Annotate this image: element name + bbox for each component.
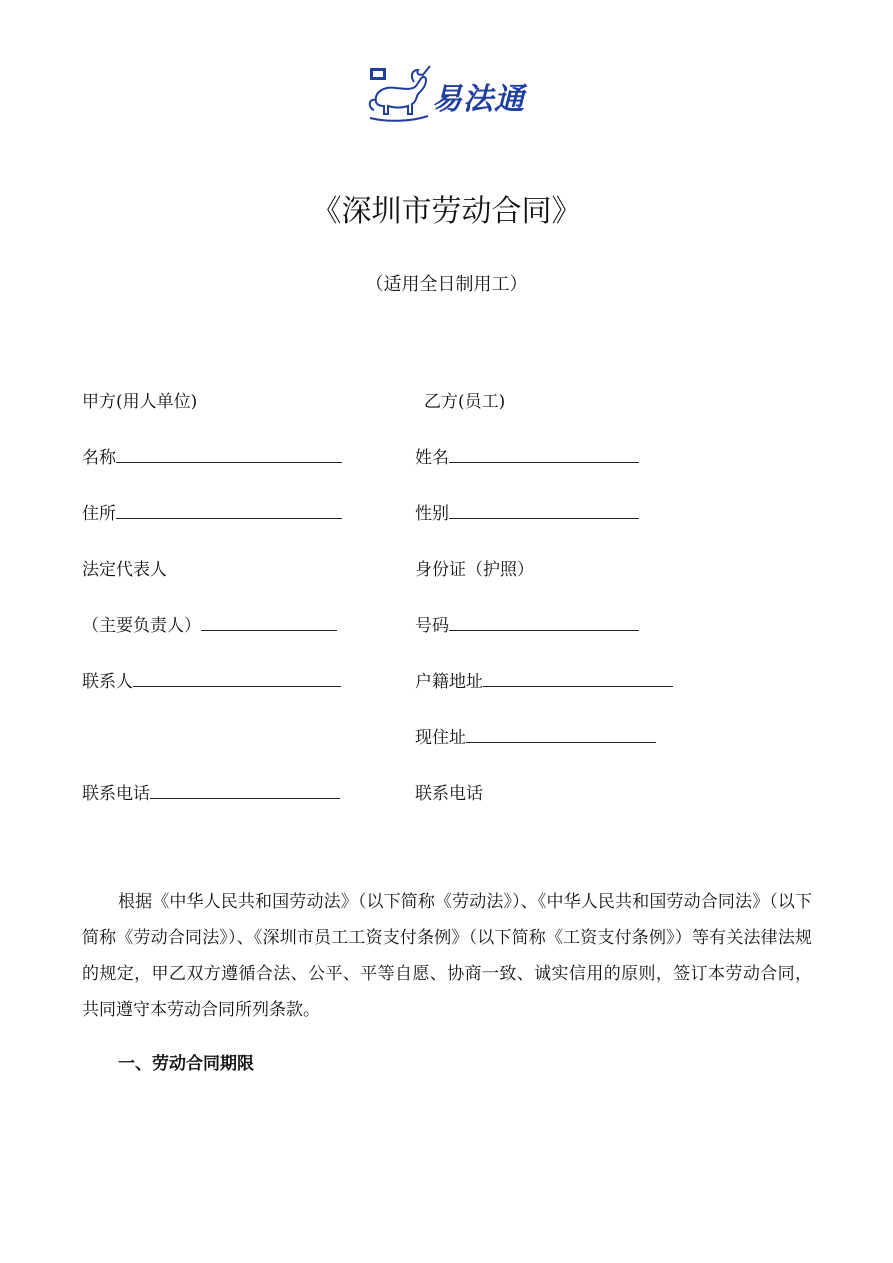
party-a-phone-blank[interactable] bbox=[150, 782, 340, 799]
party-b-name-blank[interactable] bbox=[449, 446, 639, 463]
party-a-contact-label: 联系人 bbox=[82, 672, 133, 692]
party-a-heading bbox=[82, 390, 197, 414]
party-b-current-address-label: 现住址 bbox=[415, 728, 466, 748]
party-a-principal-label: （主要负责人） bbox=[82, 616, 201, 636]
party-b-current-address-field bbox=[415, 726, 656, 750]
party-a-principal-field bbox=[82, 614, 337, 638]
party-a-contact-field bbox=[82, 670, 341, 694]
party-b-household-address-label: 户籍地址 bbox=[415, 672, 483, 692]
company-logo bbox=[366, 62, 530, 124]
unicorn-logo-icon bbox=[366, 62, 432, 124]
party-a-principal-blank[interactable] bbox=[201, 614, 337, 631]
party-b-gender-field bbox=[415, 502, 639, 526]
party-a-name-blank[interactable] bbox=[116, 446, 342, 463]
party-a-address-field bbox=[82, 502, 342, 526]
party-b-household-address-blank[interactable] bbox=[483, 670, 673, 687]
party-a-name-label: 名称 bbox=[82, 448, 116, 468]
party-b-phone-label: 联系电话 bbox=[415, 784, 483, 804]
party-b-current-address-blank[interactable] bbox=[466, 726, 656, 743]
document-title: 《深圳市劳动合同》 bbox=[311, 194, 582, 229]
party-a-heading-text: 甲方(用人单位) bbox=[82, 392, 198, 412]
party-b-gender-label: 性别 bbox=[415, 504, 449, 524]
party-b-id-number-label: 号码 bbox=[415, 616, 449, 636]
party-a-address-label: 住所 bbox=[82, 504, 116, 524]
party-b-id-label: 身份证（护照） bbox=[415, 560, 534, 580]
party-a-name-field bbox=[82, 446, 342, 470]
party-a-contact-blank[interactable] bbox=[133, 670, 341, 687]
party-b-gender-blank[interactable] bbox=[449, 502, 639, 519]
document-subtitle: （适用全日制用工） bbox=[365, 274, 528, 295]
party-a-legal-rep-label: 法定代表人 bbox=[82, 560, 167, 580]
brand-name: 易法通 bbox=[432, 82, 525, 117]
party-b-household-address-field bbox=[415, 670, 673, 694]
party-a-phone-field bbox=[82, 782, 340, 806]
party-b-heading bbox=[424, 390, 505, 414]
party-a-address-blank[interactable] bbox=[116, 502, 342, 519]
party-a-phone-label: 联系电话 bbox=[82, 784, 150, 804]
party-b-name-label: 姓名 bbox=[415, 448, 449, 468]
party-b-id-number-blank[interactable] bbox=[449, 614, 639, 631]
party-b-name-field bbox=[415, 446, 639, 470]
party-b-heading-text: 乙方(员工) bbox=[424, 392, 506, 412]
intro-paragraph: 根据《中华人民共和国劳动法》（以下简称《劳动法》）、《中华人民共和国劳动合同法》（以下简称《劳动合同法》）、《深圳市员工工资支付条例》（以下简称《工资支付条例》）等有关法律法规的规定，甲乙双方遵循合法、公平、平等自愿、协商一致、诚实信用的原则，签订本劳动合同，共同遵守本劳动合同所列条款。 bbox=[82, 892, 812, 1020]
party-a-legal-rep-field bbox=[82, 558, 167, 582]
party-b-id-number-field bbox=[415, 614, 639, 638]
party-b-id-field bbox=[415, 558, 534, 582]
section-1-heading: 一、劳动合同期限 bbox=[118, 1054, 254, 1074]
party-b-phone-field bbox=[415, 782, 483, 806]
